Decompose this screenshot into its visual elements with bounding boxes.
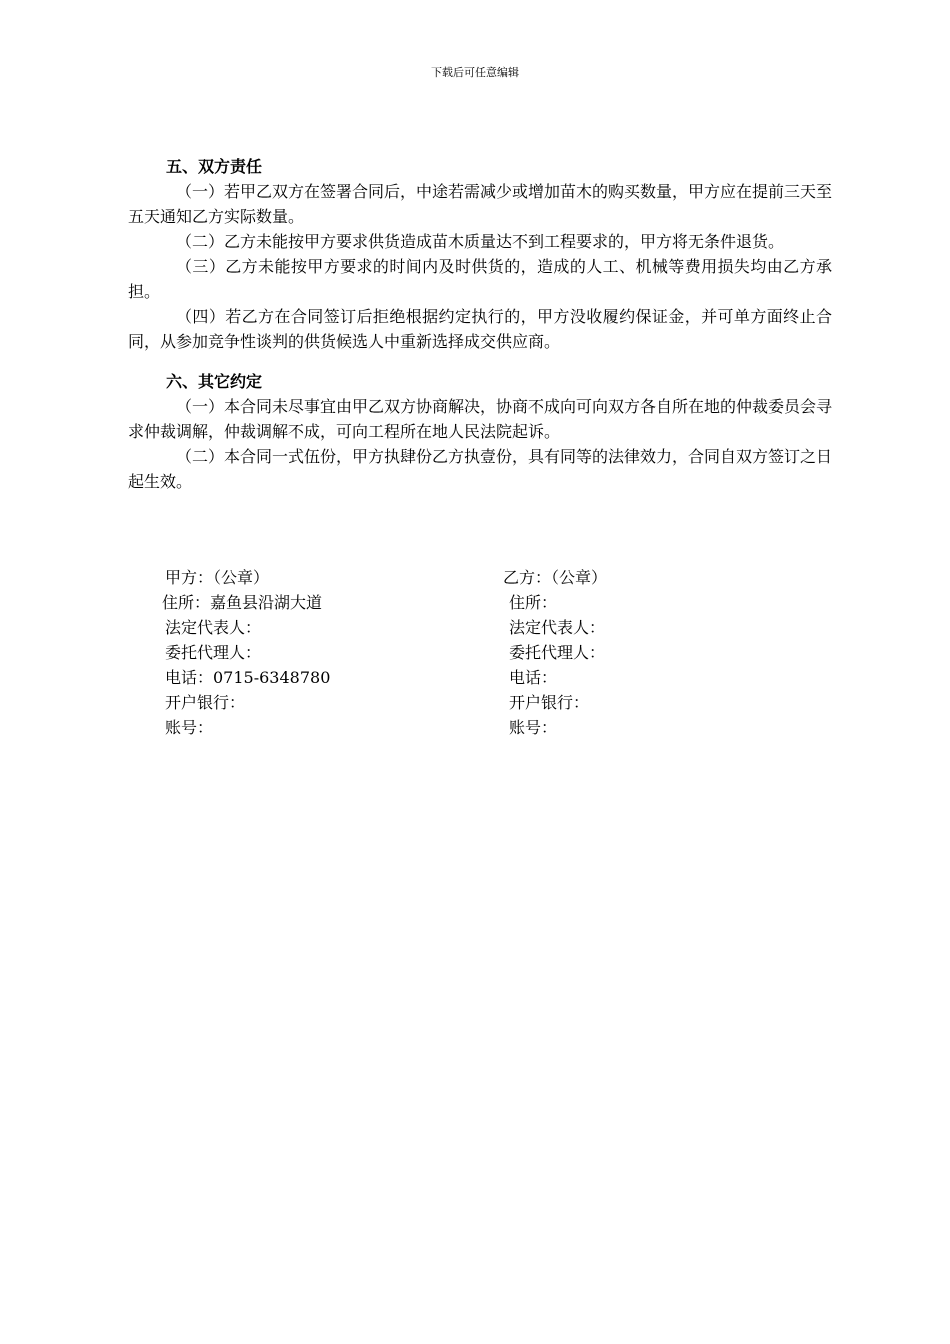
- section-6-clause-2: （二）本合同一式伍份，甲方执肆份乙方执壹份，具有同等的法律效力，合同自双方签订之日起生效。: [128, 447, 833, 491]
- section-5-clause-2: （二）乙方未能按甲方要求供货造成苗木质量达不到工程要求的，甲方将无条件退货。: [176, 232, 785, 251]
- party-a-account: 账号：: [165, 718, 214, 737]
- party-b-legal-rep: 法定代表人：: [509, 618, 606, 637]
- party-b-bank: 开户银行：: [509, 693, 590, 712]
- party-b-phone: 电话：: [509, 668, 558, 687]
- party-b-column: [503, 565, 607, 740]
- party-a-agent: 委托代理人：: [165, 643, 262, 662]
- page-header-note: 下载后可任意编辑: [431, 66, 519, 79]
- party-b-title: 乙方：（公章）: [503, 568, 608, 587]
- section-5-clause-4: （四）若乙方在合同签订后拒绝根据约定执行的，甲方没收履约保证金，并可单方面终止合同，从参加竞争性谈判的供货候选人中重新选择成交供应商。: [128, 307, 832, 351]
- contract-body: [128, 154, 832, 494]
- party-a-bank: 开户银行：: [165, 693, 246, 712]
- section-5-clause-3: （三）乙方未能按甲方要求的时间内及时供货的，造成的人工、机械等费用损失均由乙方承担。: [128, 257, 832, 301]
- party-a-legal-rep: 法定代表人：: [165, 618, 262, 637]
- party-a-address: 住所：嘉鱼县沿湖大道: [162, 593, 323, 612]
- section-5-clause-1: （一）若甲乙双方在签署合同后，中途若需减少或增加苗木的购买数量，甲方应在提前三天至五天通知乙方实际数量。: [128, 182, 833, 226]
- party-b-account: 账号：: [509, 718, 558, 737]
- party-b-agent: 委托代理人：: [509, 643, 606, 662]
- section-5-heading: 五、双方责任: [166, 157, 263, 176]
- party-a-phone: 电话：0715-6348780: [165, 668, 331, 687]
- party-a-column: [162, 565, 331, 740]
- party-b-address: 住所：: [509, 593, 558, 612]
- section-6-heading: 六、其它约定: [166, 372, 263, 391]
- party-a-title: 甲方：（公章）: [165, 568, 270, 587]
- section-6-clause-1: （一）本合同未尽事宜由甲乙双方协商解决，协商不成向可向双方各自所在地的仲裁委员会寻求仲裁调解，仲裁调解不成，可向工程所在地人民法院起诉。: [128, 397, 833, 441]
